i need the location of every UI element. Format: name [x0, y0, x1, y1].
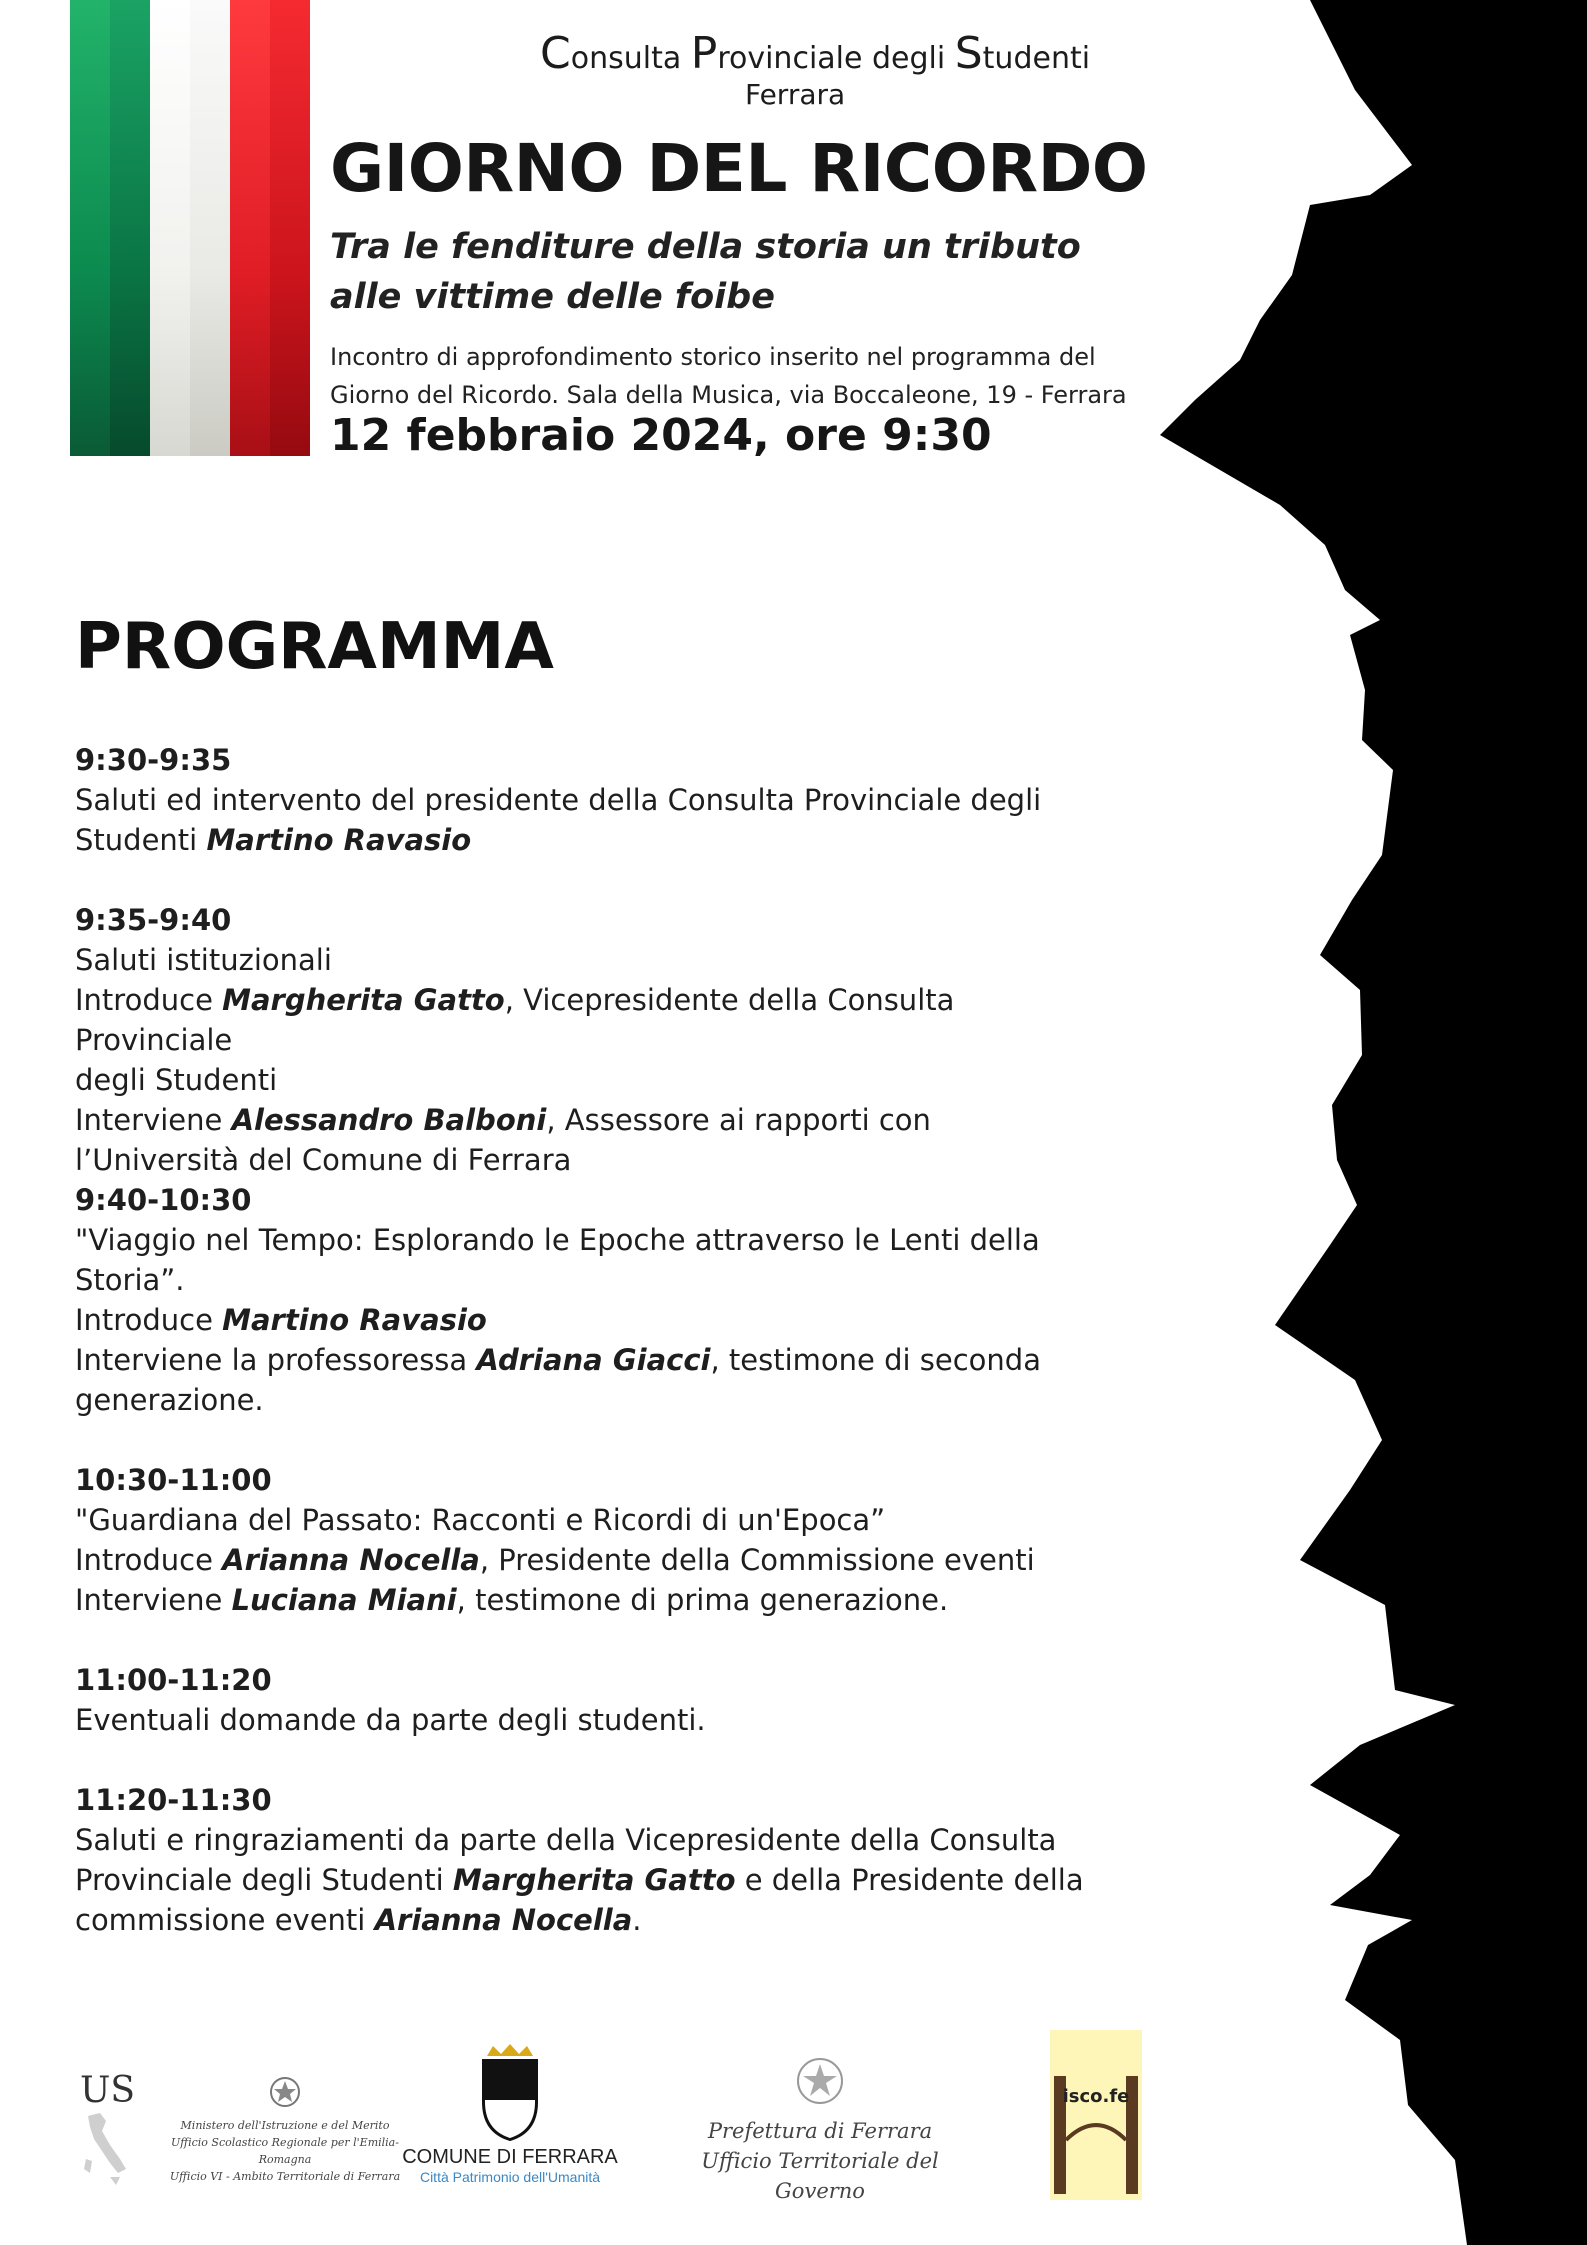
speaker-name: Arianna Nocella	[374, 1903, 633, 1937]
republic-emblem-icon	[793, 2054, 847, 2108]
ministero-logo: Ministero dell'Istruzione e del Merito Ufficio Scolastico Regionale per l'Emilia-Romagna Ufficio VI - Ambito Territoriale di Ferrara	[150, 2072, 420, 2185]
program-item-5	[75, 1660, 1115, 1740]
emblem-icon	[268, 2072, 302, 2112]
item-line: "Guardiana del Passato: Racconti e Ricordi di un'Epoca”	[75, 1503, 886, 1537]
item-time: 11:00-11:20	[75, 1663, 272, 1697]
speaker-name: Alessandro Balboni	[231, 1103, 547, 1137]
item-line: l’Università del Comune di Ferrara	[75, 1143, 572, 1177]
item-line: Introduce Arianna Nocella, Presidente della Commissione eventi	[75, 1543, 1035, 1577]
program-item-3	[75, 1180, 1115, 1420]
speaker-name: Margherita Gatto	[222, 983, 505, 1017]
arch-icon	[1050, 2030, 1142, 2200]
comune-ferrara-logo: COMUNE DI FERRARA Città Patrimonio dell'Umanità	[400, 2042, 620, 2185]
item-line: "Viaggio nel Tempo: Esplorando le Epoche attraverso le Lenti della	[75, 1223, 1040, 1257]
item-time: 9:35-9:40	[75, 903, 232, 937]
speaker-name: Martino Ravasio	[222, 1303, 487, 1337]
event-date: 12 febbraio 2024, ore 9:30	[330, 410, 992, 461]
crack-graphic	[1100, 0, 1587, 2245]
program-item-4	[75, 1460, 1115, 1620]
speaker-name: Adriana Giacci	[476, 1343, 711, 1377]
event-description	[330, 338, 1150, 414]
organizer-city: Ferrara	[745, 78, 846, 111]
program-item-2	[75, 900, 1115, 1180]
isco-fe-logo: isco.fe	[1050, 2030, 1142, 2200]
item-line: Saluti ed intervento del presidente della Consulta Provinciale degli	[75, 783, 1042, 817]
item-line: Interviene Luciana Miani, testimone di prima generazione.	[75, 1583, 949, 1617]
item-time: 11:20-11:30	[75, 1783, 272, 1817]
italy-map-icon	[80, 2111, 130, 2191]
item-line: Interviene Alessandro Balboni, Assessore ai rapporti con	[75, 1103, 931, 1137]
description-line-1: Incontro di approfondimento storico inserito nel programma del	[330, 343, 1096, 371]
program-item-6	[75, 1780, 1115, 1940]
item-line: Storia”.	[75, 1263, 185, 1297]
item-line: commissione eventi Arianna Nocella.	[75, 1903, 642, 1937]
item-line: Saluti e ringraziamenti da parte della Vicepresidente della Consulta	[75, 1823, 1057, 1857]
subtitle-line-1: Tra le fenditure della storia un tributo	[330, 227, 1081, 267]
usr-logo: US	[80, 2070, 135, 2195]
item-time: 10:30-11:00	[75, 1463, 272, 1497]
item-line: Introduce Martino Ravasio	[75, 1303, 487, 1337]
event-subtitle	[330, 222, 1090, 322]
item-line: generazione.	[75, 1383, 264, 1417]
item-time: 9:40-10:30	[75, 1183, 252, 1217]
speaker-name: Luciana Miani	[231, 1583, 457, 1617]
speaker-name: Margherita Gatto	[452, 1863, 736, 1897]
speaker-name: Arianna Nocella	[222, 1543, 480, 1577]
programma-heading: PROGRAMMA	[75, 610, 554, 684]
item-line: Introduce Margherita Gatto, Vicepresidente della Consulta Provinciale	[75, 983, 955, 1057]
item-line: Saluti istituzionali	[75, 943, 332, 977]
subtitle-line-2: alle vittime delle foibe	[330, 277, 775, 317]
organizer-name: Consulta Provinciale degli Studenti	[540, 28, 1091, 79]
page-title: GIORNO DEL RICORDO	[330, 130, 1148, 207]
prefettura-logo: Prefettura di Ferrara Ufficio Territoriale del Governo	[670, 2054, 970, 2206]
item-line: Interviene la professoressa Adriana Giacci, testimone di seconda	[75, 1343, 1041, 1377]
item-time: 9:30-9:35	[75, 743, 232, 777]
item-line: Studenti Martino Ravasio	[75, 823, 472, 857]
item-line: Provinciale degli Studenti Margherita Gatto e della Presidente della	[75, 1863, 1084, 1897]
sponsor-logos	[70, 2030, 1170, 2210]
speaker-name: Martino Ravasio	[206, 823, 472, 857]
item-line: Eventuali domande da parte degli studenti.	[75, 1703, 706, 1737]
coat-of-arms-icon	[475, 2042, 545, 2142]
item-line: degli Studenti	[75, 1063, 278, 1097]
italian-flag-stripes	[70, 0, 310, 456]
description-line-2: Giorno del Ricordo. Sala della Musica, via Boccaleone, 19 - Ferrara	[330, 381, 1127, 409]
program-item-1	[75, 740, 1115, 860]
